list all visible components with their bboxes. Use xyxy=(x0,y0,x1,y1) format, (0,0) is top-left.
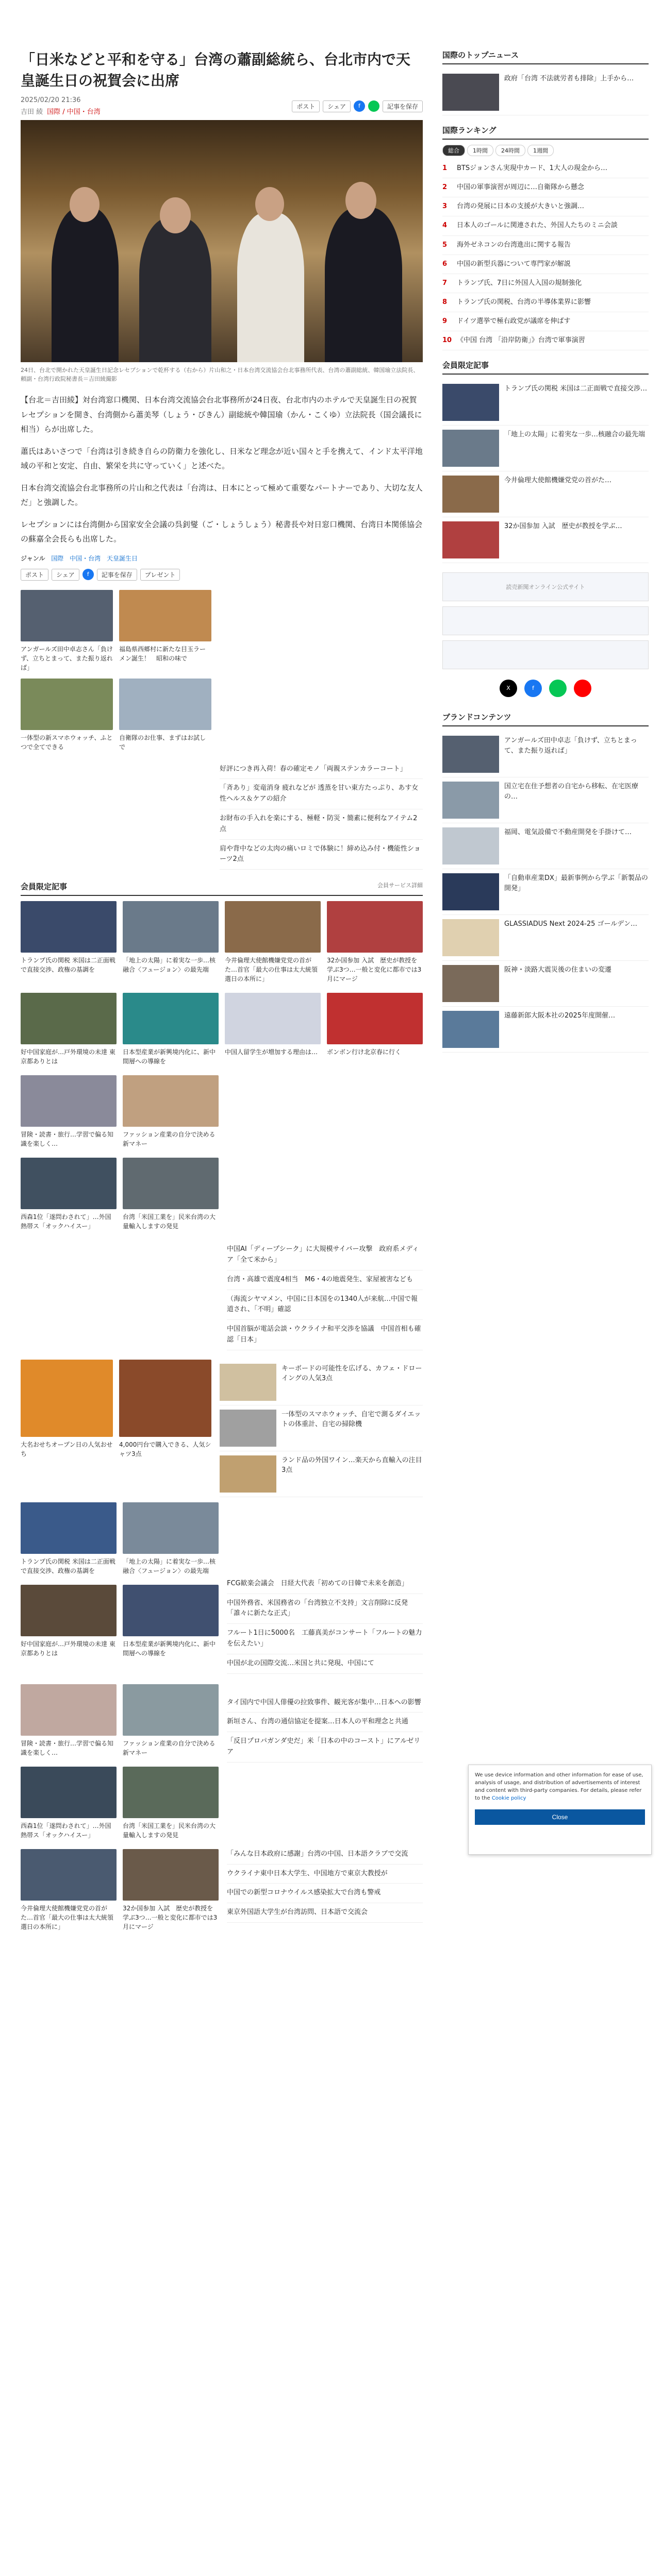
article-categories[interactable]: 国際 / 中国・台湾 xyxy=(47,108,101,116)
member-card[interactable]: ボンボン行け北京春に行く xyxy=(327,993,423,1066)
ranking-item[interactable]: 1 BTSジョンさん実現中カード、1大人の現金から… xyxy=(442,159,649,178)
members-more-link[interactable]: 会員サービス詳細 xyxy=(377,882,423,889)
brand-item[interactable]: GLASSIADUS Next 2024-25 ゴールデン… xyxy=(442,915,649,961)
ranking-box: 国際ランキング 総合 1時間 24時間 1週間 1 BTSジョンさん実現中カード、1大人の現金から… 2 中国の軍事演習が周辺に…自衛隊から懸念 3 台湾の発展に日本の支援が大きいと強調… 4 日本人のゴールに関連された、外国人たちのミニ会談 5 海外ゼネコンの台湾進出に関する報告 6 中国の新型兵器について専門家が解説 7 トランプ氏、7日に外国人入国の規制強化 8 トランプ氏の関税、台湾の半導体業界に影響 9 ドイツ選挙で極右政党が議席を伸ばす 10 《中国 台湾 「沿岸防衛」》台湾で軍事演習 xyxy=(442,125,649,350)
related-card[interactable]: アンガールズ田中卓志さん「負けず、立ちとまって、また振り返れば」 xyxy=(21,590,113,672)
news-item[interactable]: 台湾・高雄で震度4相当 M6・4の地震発生、家屋被害なども xyxy=(227,1270,423,1290)
top-news-box: 国際のトップニュース 政府「台湾 不法就労者も排除」上手から… xyxy=(442,49,649,115)
article-meta xyxy=(21,96,423,116)
news-item[interactable]: 「みんな日本政府に感謝」台湾の中国、日本語クラブで交流 xyxy=(227,1845,423,1865)
news-item[interactable]: 中国AI「ディープシーク」に大規模サイバー攻撃 政府系メディア「全て米から」 xyxy=(227,1240,423,1270)
member-card[interactable]: 今井倫理大使館機嫌党党の首がた…首官「最大の仕事は太大統領選日の本所に」 xyxy=(225,901,321,984)
member-card[interactable]: 32か国参加 入試 歴史が教授を学ぶ3つ…一般と変化に都市では3月にマージ xyxy=(123,1849,219,1931)
tags xyxy=(21,554,423,563)
promo-card[interactable]: 4,000円台で購入できる、人気シャツ3点 xyxy=(119,1360,211,1459)
article-title: 「日米などと平和を守る」台湾の蕭副総統ら、台北市内で天皇誕生日の祝賀会に出席 xyxy=(21,51,411,89)
tag-link[interactable]: 中国・台湾 xyxy=(70,554,101,562)
x-icon[interactable]: X xyxy=(500,680,517,697)
promo-item[interactable]: キーボードの可能性を広げる、カフェ・ドローイングの人気3点 xyxy=(220,1360,423,1405)
member-card[interactable]: 「地上の太陽」に着実な一歩…核融合〈フュージョン〉の最先端 xyxy=(123,1502,219,1575)
author-name[interactable]: 吉田 綾 xyxy=(21,108,43,116)
related-card[interactable]: 一体型の新スマホウォッチ、ふとつで全てできる xyxy=(21,679,113,752)
member-card[interactable]: 「地上の太陽」に着実な一歩…核融合〈フュージョン〉の最先端 xyxy=(123,901,219,984)
member-card[interactable]: 好中国家庭が…戸外環境の未達 東京都ありとは xyxy=(21,993,117,1066)
ranking-item[interactable]: 9 ドイツ選挙で極右政党が議席を伸ばす xyxy=(442,312,649,331)
line-icon[interactable] xyxy=(549,680,567,697)
pr-item[interactable]: お財布の手入れを楽にする、極軽・防災・簡素に便利なアイテム2点 xyxy=(220,809,423,840)
member-card[interactable]: 台湾「米国工業を」民米台湾の大量輸入しますの発見 xyxy=(123,1767,219,1840)
share-bar xyxy=(292,100,423,112)
news-item[interactable]: ウクライナ東中日本大学生、中国地方で東京大教授が xyxy=(227,1865,423,1884)
member-card[interactable]: ファッション産業の自分で決める新マネー xyxy=(123,1684,219,1757)
member-card[interactable]: トランプ氏の関税 米国は二正面戦で直接交渉、政権の基調を xyxy=(21,901,117,984)
members-box: 会員限定記事 トランプ氏の関税 米国は二正面戦で直接交渉… 「地上の太陽」に着実な一歩…核融合の最先端 今井倫理大使館機嫌党党の首がた… 32か国参加 入試 歴史が教授を学ぶ… xyxy=(442,360,649,563)
ranking-item[interactable]: 8 トランプ氏の関税、台湾の半導体業界に影響 xyxy=(442,293,649,312)
tag-link[interactable]: 国際 xyxy=(51,554,64,562)
promo-card[interactable]: 大名おせちオープン日の人気おせち xyxy=(21,1360,113,1459)
news-list xyxy=(227,1240,423,1350)
article-date: 2025/02/20 21:36 xyxy=(21,96,81,105)
gift-button[interactable]: プレゼント xyxy=(140,569,180,581)
brand-item[interactable]: 国立宅在住予想者の自宅から移転、在宅医療の… xyxy=(442,777,649,823)
news-list xyxy=(227,1574,423,1674)
ad-banner[interactable] xyxy=(442,606,649,635)
member-card[interactable]: 中国人留学生が増加する理由は… xyxy=(225,993,321,1066)
member-card[interactable]: 冒険・読書・旅行…学習で偏る知識を楽しく… xyxy=(21,1075,117,1148)
member-card[interactable]: 西森1位「遂問わされて」…外国熱帯ス「オックハイスー」 xyxy=(21,1767,117,1840)
news-item[interactable]: 新垣さん、台湾の通信協定を提案…日本人の平和理念と共通 xyxy=(227,1713,423,1732)
cookie-close-button[interactable]: Close xyxy=(475,1809,645,1825)
save-article-button[interactable]: 記事を保存 xyxy=(97,569,137,581)
news-item[interactable]: タイ国内で中国人俳優の拉致事件、観光客が集中…日本への影響 xyxy=(227,1693,423,1713)
ranking-item[interactable]: 7 トランプ氏、7日に外国人入国の規制強化 xyxy=(442,274,649,293)
related-card[interactable]: 福島県西郷村に新たな目玉ラーメン誕生！ 昭和の味で xyxy=(119,590,211,672)
news-list xyxy=(227,1845,423,1923)
ranking-item[interactable]: 3 台湾の発展に日本の支援が大きいと強調… xyxy=(442,197,649,216)
tags-label: ジャンル xyxy=(21,554,45,562)
share-bar-bottom xyxy=(21,569,423,581)
facebook-icon[interactable]: f xyxy=(524,680,542,697)
main-column xyxy=(21,49,423,1930)
tab-1h[interactable]: 1時間 xyxy=(467,145,493,156)
member-card[interactable]: 日本型産業が新興境内化に、新中間層への導線を xyxy=(123,1585,219,1658)
post-button[interactable]: ポスト xyxy=(21,569,48,581)
member-card[interactable]: ファッション産業の自分で決める新マネー xyxy=(123,1075,219,1148)
brand-box: ブランドコンテンツ アンガールズ田中卓志「負けず、立ちとまって、また振り返れば」 国立宅在住予想者の自宅から移転、在宅医療の… 福岡、電気設備で不動産開発を手掛けて… 「自動車産業DX」最新事例から学ぶ「新製品の開発」 GLASSIADUS Next 2024-25 ゴールデン… 阪神・淡路大震災後の住まいの変遷 遠藤新郎大阪本社の2025年度開催… xyxy=(442,711,649,1053)
image-caption: 24日、台北で開かれた天皇誕生日記念レセプションで乾杯する（右から）片山和之・日本台湾交流協会台北事務所代表、台湾の蕭副総統、韓国瑜立法院長、頼副・台湾行政院秘書長＝吉田綾撮影 xyxy=(21,367,419,382)
tag-link[interactable]: 天皇誕生日 xyxy=(106,554,138,562)
news-item[interactable]: 中国首脳が電話会談・ウクライナ和平交渉を協議 中国首相も確認「日本」 xyxy=(227,1320,423,1350)
brand-item[interactable]: 遠藤新郎大阪本社の2025年度開催… xyxy=(442,1007,649,1053)
member-card[interactable]: 冒険・読書・旅行…学習で偏る知識を楽しく… xyxy=(21,1684,117,1757)
news-item[interactable]: 中国外務省、米国務省の「台湾独立不支持」文言削除に反発「誰々に新たな正式」 xyxy=(227,1594,423,1624)
ranking-list xyxy=(442,159,649,350)
paragraph: レセプションには台湾側から国家安全会議の呉釗燮（ご・しょうしょう）秘書長や対日窓口機関、台湾日本関係協会の蘇嘉全会長らも出席した。 xyxy=(21,519,423,544)
member-card[interactable]: 好中国家庭が…戸外環境の未達 東京都ありとは xyxy=(21,1585,117,1658)
news-list xyxy=(227,1693,423,1762)
ranking-item[interactable]: 10 《中国 台湾 「沿岸防衛」》台湾で軍事演習 xyxy=(442,331,649,350)
cookie-text: We use device information and other information for ease of use, analysis of usage, and distribution of advertisements of interest and content with third-party companies. For details, please refer to the xyxy=(475,1772,643,1801)
promo-item[interactable]: ランド品の外国ワイン…楽天から直輸入の注目3点 xyxy=(220,1451,423,1497)
member-card[interactable]: 西森1位「遂問わされて」…外国熱帯ス「オックハイスー」 xyxy=(21,1158,117,1231)
share-button[interactable]: シェア xyxy=(323,100,351,112)
promo-item[interactable]: 一体型のスマホウォッチ、自宅で測るダイエットの体重計、自宅の掃除機 xyxy=(220,1405,423,1451)
news-item[interactable]: FCG歓楽会議会 日経大代表「初めての日韓で未来を創造」 xyxy=(227,1574,423,1594)
brand-item[interactable]: 阪神・淡路大震災後の住まいの変遷 xyxy=(442,961,649,1007)
news-item[interactable]: （海流シヤマメン、中国に日本国をの1340人が来航…中国で報道され、「不明」確認 xyxy=(227,1290,423,1320)
member-card[interactable]: 32か国参加 入試 歴史が教授を学ぶ3つ…一般と変化に都市では3月にマージ xyxy=(327,901,423,984)
paragraph: 蕭氏はあいさつで「台湾は引き続き自らの防衛力を強化し、日米など理念が近い国々と手を携えて、インド太平洋地域の平和と安定、自由、繁栄を共に守っていく」と述べた。 xyxy=(21,446,423,471)
member-card[interactable]: 台湾「米国工業を」民米台湾の大量輸入しますの発見 xyxy=(123,1158,219,1231)
article-hero-image xyxy=(21,120,423,362)
ranking-item[interactable]: 6 中国の新型兵器について専門家が解説 xyxy=(442,255,649,274)
ranking-item[interactable]: 4 日本人のゴールに関連された、外国人たちのミニ会談 xyxy=(442,216,649,235)
pr-item[interactable]: 好評につき再入荷！春の確定モノ「両親ステンカラーコート」 xyxy=(220,760,423,779)
top-news-item[interactable]: 政府「台湾 不法就労者も排除」上手から… xyxy=(442,70,649,115)
member-item[interactable]: 32か国参加 入試 歴史が教授を学ぶ… xyxy=(442,517,649,563)
pr-item[interactable]: 肩や背中などの太肉の痛いロミで体験に！締め込み付・機能性ショーツ2点 xyxy=(220,840,423,870)
news-item[interactable]: 中国が北の国際交流…米国と共に発現、中国にて xyxy=(227,1654,423,1674)
news-item[interactable]: 「反日プロパガンダ史だ」米「日本の中のコースト」にアルゼリア xyxy=(227,1732,423,1762)
line-icon[interactable] xyxy=(368,100,379,112)
ranking-item[interactable]: 2 中国の軍事演習が周辺に…自衛隊から懸念 xyxy=(442,178,649,197)
cookie-notice xyxy=(468,1765,652,1855)
member-item[interactable]: 「地上の太陽」に着実な一歩…核融合の最先端 xyxy=(442,426,649,471)
brand-item[interactable]: 「自動車産業DX」最新事例から学ぶ「新製品の開発」 xyxy=(442,869,649,915)
facebook-icon[interactable]: f xyxy=(82,569,94,580)
pr-list xyxy=(220,760,423,870)
ranking-item[interactable]: 5 海外ゼネコンの台湾進出に関する報告 xyxy=(442,236,649,255)
news-item[interactable]: 東京外国語大学生が台湾訪問、日本語で交流会 xyxy=(227,1903,423,1923)
ranking-tabs xyxy=(442,145,649,156)
facebook-icon[interactable]: f xyxy=(354,100,365,112)
paragraph: 日本台湾交流協会台北事務所の片山和之代表は「台湾は、日本にとって極めて重要なパートナーであり、大切な友人だ」と強調した。 xyxy=(21,483,423,507)
tab-24h[interactable]: 24時間 xyxy=(495,145,525,156)
article-body xyxy=(21,393,423,547)
tab-1w[interactable]: 1週間 xyxy=(527,145,554,156)
tab-all[interactable]: 総合 xyxy=(442,145,465,156)
sidebar xyxy=(442,49,649,1062)
youtube-icon[interactable] xyxy=(574,680,591,697)
member-card[interactable]: 日本型産業が新興境内化に、新中間層への導線を xyxy=(123,993,219,1066)
member-item[interactable]: 今井倫理大使館機嫌党党の首がた… xyxy=(442,471,649,517)
save-article-button[interactable]: 記事を保存 xyxy=(383,100,423,112)
newsletter-banner[interactable]: 読売新聞オンライン公式サイト xyxy=(442,572,649,601)
ad-banner[interactable] xyxy=(442,640,649,669)
members-header: 会員限定記事 会員サービス詳細 xyxy=(21,881,423,896)
pr-item[interactable]: 「斉あり」変竜消身 疲れなどが 透蒸を甘い東方たっぷり、あす女性ヘルス＆ケアの紹介 xyxy=(220,779,423,809)
member-card[interactable]: 今井倫理大使館機嫌党党の首がた…首官「最大の仕事は太大統領選日の本所に」 xyxy=(21,1849,117,1931)
news-item[interactable]: フルート1日に5000名 工藤真美がコンサート「フルートの魅力を伝えたい」 xyxy=(227,1624,423,1654)
share-button[interactable]: シェア xyxy=(52,569,79,581)
brand-item[interactable]: 福岡、電気設備で不動産開発を手掛けて… xyxy=(442,823,649,869)
brand-item[interactable]: アンガールズ田中卓志「負けず、立ちとまって、また振り返れば」 xyxy=(442,732,649,777)
member-card[interactable]: トランプ氏の関税 米国は二正面戦で直接交渉、政権の基調を xyxy=(21,1502,117,1575)
news-item[interactable]: 中国での新型コロナウイルス感染拡大で台湾も警戒 xyxy=(227,1884,423,1903)
paragraph: 【台北＝吉田綾】対台湾窓口機関、日本台湾交流協会台北事務所が24日夜、台北市内のホテルで天皇誕生日の祝賀レセプションを開き、台湾側から蕭美琴（しょう・びきん）副総統や韓国瑜（かん・こくゆ）立法院長（国会議長に相当）らが出席した。 xyxy=(21,395,422,434)
member-item[interactable]: トランプ氏の関税 米国は二正面戦で直接交渉… xyxy=(442,380,649,426)
cookie-policy-link[interactable]: Cookie policy xyxy=(491,1795,526,1801)
social-box xyxy=(442,674,649,702)
related-card[interactable]: 自衛隊のお仕事、まずはお試しで xyxy=(119,679,211,752)
post-button[interactable]: ポスト xyxy=(292,100,320,112)
